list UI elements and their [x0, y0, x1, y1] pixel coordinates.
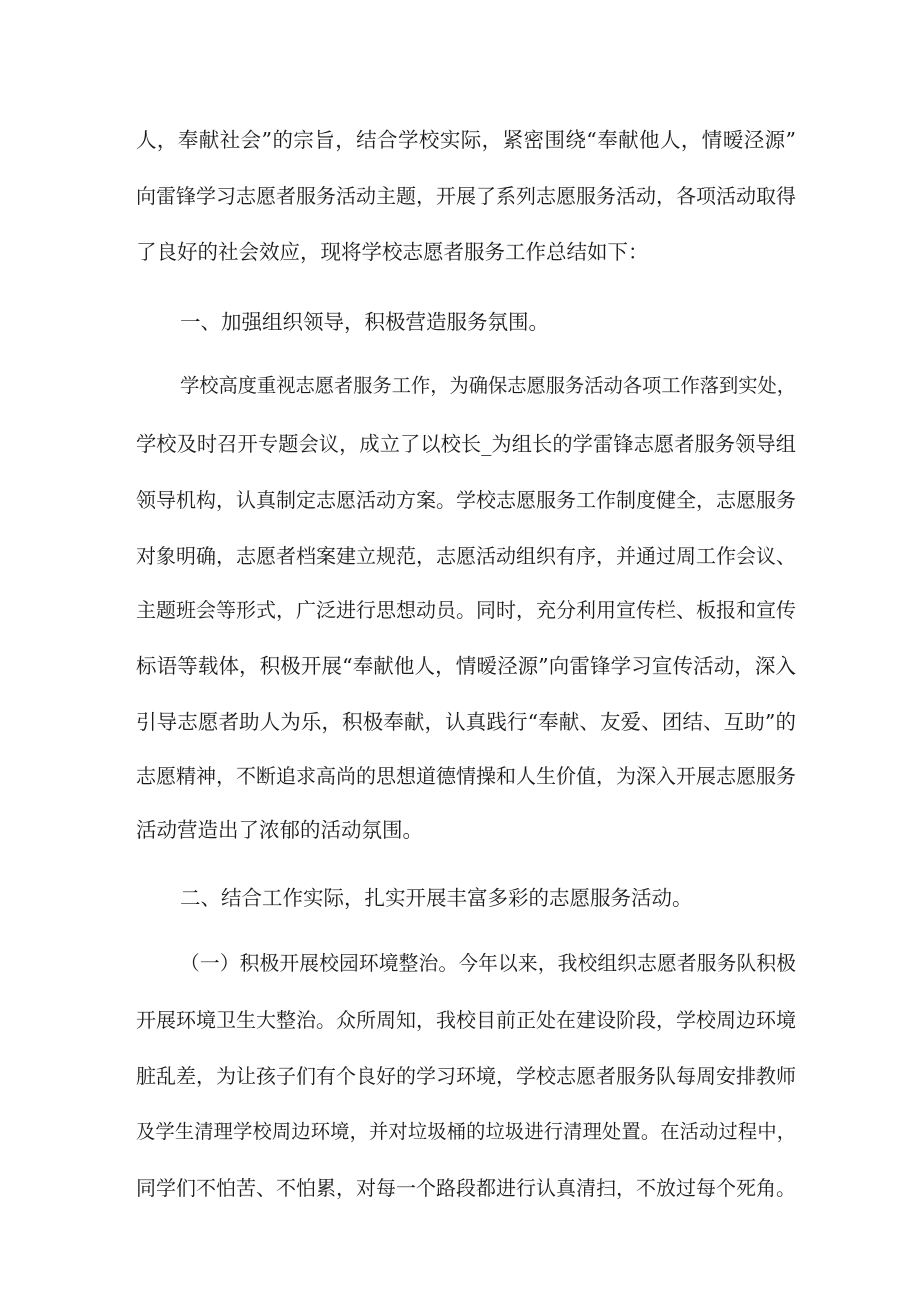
section-heading-1: 一、加强组织领导，积极营造服务氛围。 [180, 310, 549, 334]
section1-line-8: 志愿精神，不断追求高尚的思想道德情操和人生价值，为深入开展志愿服务 [136, 764, 796, 788]
section1-line-6: 标语等载体，积极开展“奉献他人，情暧泾源”向雷锋学习宣传活动，深入 [136, 654, 796, 678]
section1-line-1: 学校高度重视志愿者服务工作，为确保志愿服务活动各项工作落到实处， [180, 374, 796, 397]
section2-line-5: 同学们不怕苦、不怕累，对每一个路段都进行认真清扫，不放过每个死角。 [136, 1176, 796, 1200]
section2-line-1: （一）积极开展校园环境整治。今年以来，我校组织志愿者服务队积极 [180, 952, 796, 975]
section2-line-3: 脏乱差，为让孩子们有个良好的学习环境，学校志愿者服务队每周安排教师 [136, 1064, 796, 1088]
section-heading-2: 二、结合工作实际，扎实开展丰富多彩的志愿服务活动。 [180, 886, 693, 910]
section1-line-9: 活动营造出了浓郁的活动氛围。 [136, 818, 423, 842]
intro-line-2: 向雷锋学习志愿者服务活动主题，开展了系列志愿服务活动，各项活动取得 [136, 184, 796, 208]
section1-line-2: 学校及时召开专题会议，成立了以校长_为组长的学雷锋志愿者服务领导组 [136, 432, 796, 456]
section1-line-3: 领导机构，认真制定志愿活动方案。学校志愿服务工作制度健全，志愿服务 [136, 488, 796, 512]
intro-line-1: 人，奉献社会”的宗旨，结合学校实际，紧密围绕“奉献他人，情暧泾源” [136, 128, 796, 152]
intro-line-3: 了良好的社会效应，现将学校志愿者服务工作总结如下： [136, 240, 649, 264]
section2-line-4: 及学生清理学校周边环境，并对垃圾桶的垃圾进行清理处置。在活动过程中， [136, 1120, 796, 1143]
section1-line-4: 对象明确，志愿者档案建立规范，志愿活动组织有序，并通过周工作会议、 [136, 544, 796, 568]
section1-line-7: 引导志愿者助人为乐，积极奉献，认真践行“奉献、友爱、团结、互助”的 [136, 710, 796, 734]
section1-line-5: 主题班会等形式，广泛进行思想动员。同时，充分利用宣传栏、板报和宣传 [136, 598, 796, 622]
section2-line-2: 开展环境卫生大整治。众所周知，我校目前正处在建设阶段，学校周边环境 [136, 1008, 796, 1032]
